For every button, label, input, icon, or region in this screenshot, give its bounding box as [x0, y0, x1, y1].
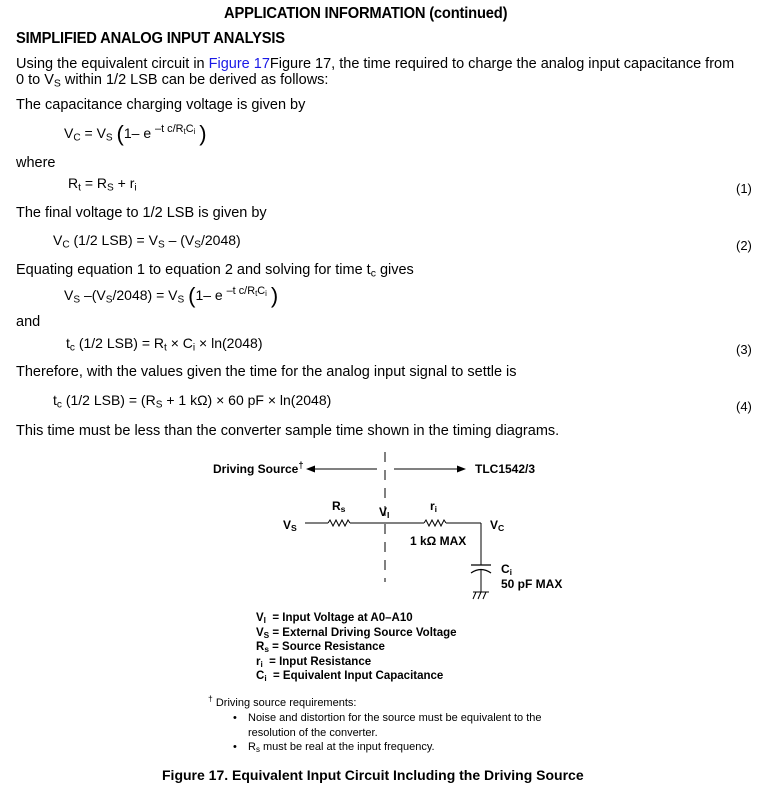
sym: t — [53, 392, 57, 408]
ci-value: 50 pF MAX — [501, 577, 563, 591]
sym: t — [66, 335, 70, 351]
footnote-title — [208, 693, 357, 709]
subscript: S — [291, 523, 297, 534]
subscript: t — [255, 288, 258, 298]
where-label: where — [16, 155, 56, 171]
arrow-right-icon — [457, 466, 466, 473]
sym: –(V — [80, 287, 106, 303]
resistor-rs-icon — [328, 520, 350, 526]
subscript: S — [105, 132, 113, 144]
paragraph-charging-voltage: The capacitance charging voltage is given by — [16, 97, 306, 113]
right-paren: ) — [199, 121, 207, 146]
left-paren: ( — [188, 283, 196, 308]
subscript: i — [264, 674, 267, 684]
subscript: s — [255, 744, 260, 754]
text: = Equivalent Input Capacitance — [266, 670, 444, 682]
sym: R — [256, 641, 265, 653]
sym: r — [430, 499, 435, 513]
subscript: s — [340, 504, 346, 515]
vs-label — [283, 518, 297, 532]
legend-item — [256, 655, 457, 670]
resistor-ri-icon — [424, 520, 446, 526]
subscript: S — [177, 294, 185, 306]
sym: V — [64, 287, 74, 303]
legend-item — [256, 626, 457, 641]
equation-number-4: (4) — [736, 399, 752, 414]
sym: (1/2 LSB) = (R — [61, 392, 156, 408]
sym: /2048) = V — [112, 287, 178, 303]
sym: = V — [80, 125, 106, 141]
text: gives — [375, 262, 414, 278]
paragraph-conclusion: This time must be less than the converter sample time shown in the timing diagrams. — [16, 423, 560, 439]
text: Driving source requirements: — [212, 697, 357, 709]
ri-label — [430, 499, 437, 513]
sym: R — [68, 175, 79, 191]
sym: R — [248, 741, 256, 753]
subscript: S — [157, 239, 165, 251]
subscript: S — [107, 182, 114, 194]
sym: – (V — [164, 232, 195, 248]
subscript: t — [78, 182, 81, 194]
legend-item — [256, 669, 457, 684]
vc-label — [490, 518, 504, 532]
sym: 1– e — [123, 125, 152, 141]
subscript: c — [370, 268, 376, 280]
bullet-2 — [248, 741, 435, 753]
sym: R — [332, 499, 341, 513]
subscript: S — [73, 294, 81, 306]
figure-17-link[interactable]: Figure 17 — [208, 56, 270, 72]
sym: C — [257, 285, 266, 297]
subscript: i — [193, 126, 196, 136]
exponent: –t c/R — [226, 285, 256, 297]
intro-text: Using the equivalent circuit in — [16, 56, 209, 72]
dagger: † — [298, 459, 304, 470]
figure-caption: Figure 17. Equivalent Input Circuit Including the Driving Source — [162, 767, 584, 783]
arrow-left-icon — [306, 466, 315, 473]
driving-source-label — [213, 459, 304, 476]
text: = Input Voltage at A0–A10 — [265, 612, 413, 624]
left-paren: ( — [116, 121, 124, 146]
sym: C — [185, 123, 194, 135]
sym: (1/2 LSB) = R — [74, 335, 165, 351]
sym: V — [379, 505, 388, 519]
exponent: –t c/R — [155, 123, 184, 135]
right-paren: ) — [270, 283, 279, 308]
text: Equating equation 1 to equation 2 and solving for time t — [16, 262, 371, 278]
legend-item — [256, 640, 457, 655]
and-label: and — [16, 314, 41, 330]
sym: C — [501, 562, 510, 576]
equation-number-3: (3) — [736, 342, 752, 357]
sym: × ln(2048) — [195, 335, 263, 351]
subscript: i — [192, 342, 196, 354]
sym: = R — [80, 175, 108, 191]
subscript: C — [73, 132, 81, 144]
page-header-title: APPLICATION INFORMATION (continued) — [224, 5, 508, 22]
sym: V — [53, 232, 63, 248]
ri-value: 1 kΩ MAX — [410, 534, 467, 548]
intro-text-cont: Figure 17, the time required to charge the analog input capacitance from — [269, 56, 735, 72]
subscript: i — [509, 567, 513, 578]
vi-label — [379, 505, 389, 519]
subscript: I — [263, 616, 266, 626]
subscript: S — [194, 239, 201, 251]
dagger: † — [208, 693, 213, 704]
subscript: S — [263, 630, 270, 640]
intro-text: 0 to V — [16, 72, 54, 88]
subscript: S — [155, 399, 163, 411]
paragraph-therefore: Therefore, with the values given the time for the analog input signal to settle is — [16, 364, 517, 380]
text: = Input Resistance — [262, 655, 372, 668]
bullet-1-line-1: Noise and distortion for the source must be equivalent to the — [248, 712, 542, 724]
sym: r — [256, 655, 261, 668]
bullet-1-line-2: resolution of the converter. — [248, 727, 378, 739]
subscript: c — [69, 342, 75, 354]
ground-hatch — [473, 592, 476, 599]
sym: /2048) — [201, 232, 241, 248]
subscript: c — [56, 399, 62, 411]
ci-label — [501, 562, 512, 576]
device-label: TLC1542/3 — [475, 462, 536, 476]
subscript: C — [62, 239, 70, 251]
subscript: I — [387, 510, 390, 521]
ground-hatch — [483, 592, 486, 599]
equation-number-2: (2) — [736, 238, 752, 253]
figure-legend — [256, 611, 457, 684]
section-title: SIMPLIFIED ANALOG INPUT ANALYSIS — [16, 30, 285, 47]
subscript: S — [105, 294, 113, 306]
text: must be real at the input frequency. — [259, 741, 435, 753]
legend-item — [256, 611, 457, 626]
sym: V — [64, 125, 74, 141]
sym: (1/2 LSB) = V — [69, 232, 158, 248]
subscript: t — [164, 342, 167, 354]
ground-hatch — [478, 592, 481, 599]
bullet-icon: • — [233, 712, 237, 724]
sym: × C — [166, 335, 193, 351]
intro-text: within 1/2 LSB can be derived as follows: — [60, 72, 329, 88]
sym: + 1 kΩ) × 60 pF × ln(2048) — [162, 392, 332, 408]
bullet-icon: • — [233, 741, 237, 753]
subscript: s — [264, 645, 269, 655]
text: = Source Resistance — [268, 641, 385, 653]
text: = External Driving Source Voltage — [269, 626, 457, 639]
rs-label — [332, 499, 345, 513]
subscript: C — [498, 523, 505, 534]
paragraph-final-voltage: The final voltage to 1/2 LSB is given by — [16, 205, 267, 221]
sym: 1– e — [195, 287, 223, 303]
subscript: i — [260, 659, 263, 669]
sym: V — [283, 518, 292, 532]
sym: C — [256, 670, 265, 682]
subscript: t — [183, 126, 186, 136]
subscript: i — [434, 504, 438, 515]
sym: V — [256, 626, 264, 639]
subscript: i — [265, 288, 267, 298]
sym: V — [256, 612, 264, 624]
equation-number-1: (1) — [736, 181, 752, 196]
text: Driving Source — [213, 462, 299, 476]
subscript: S — [53, 78, 61, 90]
sym: V — [490, 518, 499, 532]
sym: + r — [113, 175, 135, 191]
subscript: i — [134, 182, 137, 194]
